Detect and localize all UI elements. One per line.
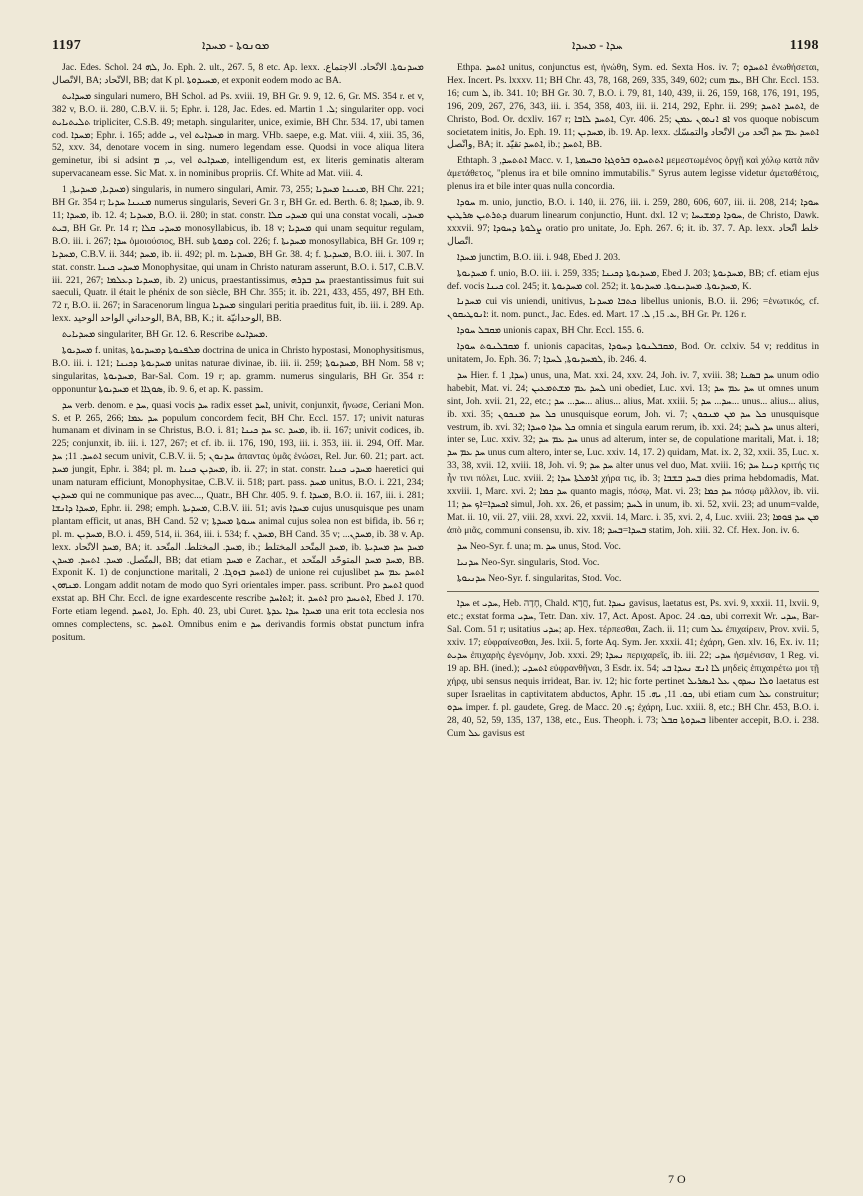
dictionary-entry: ܡܩܒܠ ܚܘܕܐ unionis capax, BH Chr. Eccl. 155. 6. — [457, 325, 644, 337]
dictionary-entry: ܚܘܕܐ m. unio, junctio, B.O. i. 140, ii. 276, iii. i. 259, 280, 606, 607, iii. ii. 208, 214; ܚܘܕܐ ܕܬܪܬܝܢ ܣܪܛܝܢ duarum linearum conjunctio, Hunt. dxl. 12 v; ܚܘܕܐ ܕܡܫܝܚܐ, de Christo, Dawk. xxxvii. 97; ܨܠܘܬܐ ܕܚܘܕܐ oratio pro unitate, Jo. Eph. 267. 6; it. ib. 37. 7. Ap. lexx. خلط اتّحاد اتّصال. — [447, 197, 820, 247]
dictionary-entry: ܡܚܕܝܘܬܐ f. unio, B.O. iii. i. 259, 335; ܡܚܕܝܘܬܐ ܕܟܝܢܐ, Ebed J. 203; ܡܚܕܝܘܬܐ, BB; cf. etiam ejus def. vocis ܟܝܢܐ col. 245; it. ܡܚܕܝܘܬܐ col. 252; it. ܡܚܕܝܘܬܐ. ܡܚܕܝܢܘܬܐ. ܡܚܕܝܘܬܐ, K. — [447, 267, 819, 292]
dictionary-entry: ܡܚܕܝܐ, ܡܚܕܝܬܐ, 1) singularis, in numero singulari, Amir. 73, 255; ܡܢܝܢܐ ܡܚܕܝܐ, BH Chr. 221; BH Gr. 354 r; ܡܢܝܢܐ ܚܕܝܐ numerus singularis, Severi Gr. 3 r, BH Gr. ed. Berth. 6. 8; ܡܚܕܐ, ib. 9. 11; ܡܚܕܐ, ib. 12. 4; ܡܚܕܝܐ, B.O. ii. 280; in stat. constr. ܡܚܕܝ ܩܠܐ qui una constat vocali, ܡܚܕܝ ܒܝܬ, BH Gr. Pr. 14 r; ܡܚܕܝ ܩܠܐ monosyllabicus, ib. 18 v; ܡܚܕܝܐ qui unam sequitur regulam, B.O. iii. i. 267; ܚܕܐ ὁμοιούσιος, BH. sub ܕܡܘܬܐ col. 226; f. ܡܚܕܝܬܐ monosyllabica, BH Gr. 109 r; ܡܚܕܝܐ, C.B.V. ii. 344; ܡܚܕ, ib. ii. 492; pl. m. ܡܚܕܝܐ, BH Gr. 38. 4; f. ܡܚܕܝܬܐ, B.O. iii. i. 307. In stat. constr. ܡܚܕܝ ܟܝܢܐ Monophysitae, qui unam in Christo naturam asserunt, B.O. i. 517, C.B.V. iii. 221, 267; ܡܚܕܝܐ ܕܥܠܡܐ, ib. 2) unicus, praestantissimus, ܚܕ ܒܕܪܗ praestantissimus fuit sui saeculi, Quatr. il était le phénix de son siècle, BH Chr. 355; it. ib. 221, 433, 455, 497, BH Eth. 72 r, B.O. ii. 267; in Saracenorum lingua ܡܚܕܝܐ singulari peritia praeditus fuit, ib. iii. i. 289. Ap. lexx. الوحداني الواحد الوحيد, BA, BB, K.; it. الوحدانيّة, BB. — [52, 184, 425, 325]
section-divider — [447, 591, 819, 592]
dictionary-entry: ܚܕܢܝܐ Neo-Syr. singularis, Stod. Voc. — [457, 556, 600, 568]
right-page-number: 1198 — [789, 38, 819, 53]
signature-mark: 7 O — [668, 1172, 686, 1186]
dictionary-entry: ܚܕܐ et ܚܕܝ, Heb. חָדָה, Chald. חֲדָא, fut. ܢܚܕܐ gavisus, laetatus est, Ps. xvi. 9, xxxii. 11, lxvii. 9, etc.; exstat forma ܚܕܝ, Tetr. Dan. xiv. 17, Act. Apost. Apoc. ܟܘ. 24, ubi correxit Wr. ܚܕܝ, Bar-Sal. Com. 51 r; usitatius ܚܕܝ; ap. Hex. τέρπεσθαι, Zach. ii. 11; cum ܥܠ ἐπιχαίρειν, Prov. xvii. 5, xxiv. 17; εὐφραίνεσθαι, Jes. lxii. 5, forte Aq. Sym. Jer. xxxii. 41; ἐχάρη, Gen. xlv. 16, Ex. iv. 11; ܚܕܝܬ ἐπιχαρὴς ἐγενόμην, Job. xxxi. 29; ܢܚܕܐ περιχαρεῖς, ib. iii. 22; ܚܕܝ ἡσμένισαν, 1 Reg. vi. 19 ap. BH. (ined.); ܐܬܚܕܝ εὐφρανθῆναι, 3 Esdr. ix. 54; ܠܐ ܐܢܫ ܢܚܕܐ ܒܝ μηδεὶς ἐπιχαιρέτω μοι τῇ χήρᾳ, ubi sensus nequis irrideat, Bar. iv. 12; hic forte pertinet ܘܠܐ ܢܚܕܘܢ ܥܠ ܐܝܣܪܝܠ laetatus est super Israelitas in captivitatem abductos, Aphr. ܟܘ. 11, ܝܗ. 15, ubi etiam cum ܥܠ construitur; ܚܕܘ imper. f. pl. gaudete, Greg. de Macc. ܟ. 20; ἐχάρη, Luc. xxiii. 8, etc.; BH Chr. 453, B.O. i. 28, 40, 52, 59, 135, 137, 138, etc., Eus. Theoph. i. 73; ܒܚܕܘܬܐ ܩܒܠ libenter accepit, B.O. i. 238. Cum ܥܠ gavisus est — [447, 598, 820, 739]
dictionary-entry: ܡܚܕܐ junctim, B.O. iii. i. 948, Ebed J. 203. — [457, 251, 621, 263]
dictionary-entry: ܚܕ verb. denom. e ܚܕ, quasi vocis ܚܕ radix esset ܐܚܕ, univit, conjunxit, ἥνωσε, Ceriani Mon. S. et P. 265, 266; ܚܕ ܥܡܐ populum concordem fecit, BH Chr. Eccl. 157. 17; univit naturas humanam et divinam in se Christus, B.O. i. 81; ܚܕ ܟܝܢܐ sc. ܡܚܕ, ib. ii. 167; univit codices, ib. 225; conjunxit, ib. iii. i. 127, 267; et cf. ib. ii. 176, 190, 193, iii. i. 353, iii. ii. 294, Off. Mar. ܐܬܚܕ. 11; ܚܕ secum univit, C.B.V. ii. 5; ܚܕܢܘܢ ἀπαντας ὑμᾶς ἑνώσει, Rel. Jur. 60. 21; part. act. ܡܚܕ jungit, Ephr. i. 384; pl. m. ܡܚܕܝܢ ܟܝܢܐ, ib. ii. 27; in stat. constr. ܡܚܕܝ ܟܝܢܐ haeretici qui unam naturam efficiunt, Monophysitae, C.B.V. ii. 518; part. pass. ܡܚܕ unitus, B.O. i. 221, 234; ܡܚܕܝܢ qui ne communique pas avec..., Quatr., BH Chr. 405. 9. f. ܡܚܕܐ, B.O. ii. 167, iii. i. 281; ܡܚܕܐ ܕܐܢܫܐ, Ephr. ii. 298; emph. ܡܚܕܝܬܐ, C.B.V. iii. 51; avis ܡܚܕܐ cujus unusquisque pes unam plantam efficit, ut anas, BH Cand. 52 v; ܚܝܘܬܐ ܡܚܕܬܐ animal cujus solea non est bifida, ib. 56 r; pl. m. ܡܚܕܝܢ, B.O. i. 459, 514, ii. 364, iii. i. 534; f. ܡܚܕܢ, BH Cand. 35 v; ...ܡܚܕܢ, ib. 38 v. Ap. lexx. ܡܚܕ الاتّحاد, BA; it. ܡܚܕ. المختلط. المتّحد, ib.; ܡܚܕ المتّحد المختلط, ib. ܡܚܕ ܚܕ ܡܚܕܝܬܐ المتّصل. ܡܚܕ. ܐܬܚܕ. ܡܚܕܢ, BB; dat etiam ܡܚܕ e Zachar., et ܡܚܕ ܡܚܕ المتوحّد المتّحد, BB. Exponit K. 1) de conjunctione maritali, ܐܬܚܕ ܒܙܘܓܐ. 2) de unione rei cujuslibet ܐܬܚܕ ܥܡ ܚܕ ܡܢܗܘܢ. Longam addit notam de modo quo Syri orientales imper. pass. scribunt. Pro ܐܬܚܕ quod exstat ap. BH Chr. Eccl. de igne exardescente rescribe ܐܬܐܚܕ; it. ܐܬܚܕ pro ܐܬܝܚܕ, Ebed J. 170. Forte etiam legend. ܐܬܚܕ, Jo. Eph. 40. 23, ubi Curet. ܡܚܕܐ ܚܕܐ ܥܕܬܐ una erit tota ecclesia nos omnes complectens, sc. ܐܬܚܕ. Omnibus enim e ܚܕ derivandis formis obstat punctum infra positum. — [52, 399, 425, 643]
left-column — [52, 62, 424, 743]
dictionary-entry: ܡܚܕܝܘܬܐ f. unitas, ܡܠܦܢܘܬܐ ܕܡܚܕܝܘܬܐ doctrina de unica in Christo hypostasi, Monophysitismus, B.O. iii. i. 121; ܡܚܕܝܘܬܐ ܕܟܝܢܐ unitas naturae divinae, ib. iii. ii. 259; ܡܚܕܝܘܬܐ, BH Nom. 58 v; singularitas, ܡܚܕܝܘܬܐ, Bar-Sal. Com. 19 r; ap. gramm. numerus singularis, BH Gr. 354 r: opponuntur ܡܚܕܝܘܬܐ et ܣܘܓܐܐ, ib. 9. 6, et ap. K. passim. — [52, 345, 425, 395]
dictionary-entry: ܡܚܕܢܐ cui vis uniendi, unitivus, ܟܬܒܐ ܡܚܕܢܐ libellus unionis, B.O. ii. 296; =ἑνωτικός, cf. ܐܢܘܛܝܩܘܢ: it. nom. punct., Jac. Edes. ed. Mart. ܥ. 15, ܠ. 17, BH Gr. Pr. 126 r. — [447, 296, 819, 321]
dictionary-entry: ܚܕ Neo-Syr. f. una; m. ܚܕ unus, Stod. Voc. — [457, 540, 621, 552]
dictionary-entry: ܡܚܕܐܝܬ singulari numero, BH Schol. ad Ps. xviii. 19, BH Gr. 9. 9, 12. 6, Gr. MS. 354 r. et v, 382 v, B.O. ii. 280, C.B.V. ii. 5; Ephr. i. 128, Jac. Edes. ed. Martin ܠ. 1; singulariter opp. voci ܬܠܝܬܝܐܝܬ tripliciter, C.S.B. 49; metaph. singulariter, unice, eximie, BH Chr. 534. 17, ubi tamen cod. ܡܚܕܐ; Ephr. i. 165; adde ܝ, vel ܡܚܕܐܝܬ in marg. VHb. saepe, e.g. Mat. viii. 4, xiii. 35, 36, 52, xxv. 34, denotare vocem in sing. numero legendam esse. Quodsi in voce aliqua litera geminetur, ibi si adsint ܝ, ܡ, vel ܡܚܕܐܝܬ, intelligendum est, ex literis geminatis alteram supervacaneam esse. Sic Mat. x. in nominibus propriis. Cf. White ad Mat. viii. 4. — [52, 90, 424, 180]
dictionary-entry: ܡܩܒܠܢܘܬ ܚܘܕܐ f. unionis capacitas, ܡܩܒܠܢܘܬܐ ܕܚܘܕܐ, Bod. Or. cclxiv. 54 v; redditus in unitatem, Jo. Eph. 36. 7; ܠܡܚܕܝܘܬܐ, ܠܚܕܐ, ib. 246. 4. — [447, 341, 819, 366]
right-column — [447, 62, 819, 743]
left-page-number: 1197 — [52, 38, 82, 53]
page-header — [52, 28, 819, 56]
dictionary-entry: ܡܚܕܝܐܝܬ singulariter, BH Gr. 12. 6. Rescribe ܡܚܕܐܝܬ. — [62, 329, 268, 341]
two-column-body — [52, 62, 819, 743]
dictionary-entry: Jac. Edes. Schol. ܠܗ 24, Jo. Eph. 2. ult., 267. 5, 8 etc. Ap. lexx. ܡܚܕܢܘܬܐ. الاتّحاد. الاجتماع. الاتّصال, BA; الاتّحاد, BB; dat K pl. ܡܚܝܕܘܬܐ, et exponit eodem modo ac BA. — [52, 62, 424, 86]
dictionary-entry: Ethtaph. ܐܬܬܚܕ, 3 Macc. v. 1, ܐܬܬܚܕܘ ܒܪܘܓܙܐ ܘܒܚܡܬܐ μεμεστωμένος ὀργῇ καὶ χόλῳ κατὰ πᾶν ἀμετάθετος, "plenus ira et bile omnino immutabilis." Syrus autem legisse videtur ἀμεταθέτοις, plenus ira et bile inter quas nulla concordia. — [447, 155, 819, 193]
dictionary-entry: ܚܕ Hier. f. ܚܕܐ, 1) unus, una, Mat. xxi. 24, xxv. 24, Joh. iv. 7, xviii. 38; ܚܕ ܒܣܢܐ unum odio habebit, Mat. vi. 24; ܠܚܕ ܥܡ ܡܫܬܡܥܝܢ uni obediet, Luc. xvi. 13; ܚܕ ܥܡ ܚܕ ut omnes unum sint, Joh. xvii. 21, 22, etc.; ܚܕ... ܚܕ... alius... alius, Mat. xxiii. 5; ܚܕ... ܚܕ... unus... alius... alius, ib. xxi. 35; ܟܠ ܚܕ ܡܢܟܘܢ unusquisque eorum, Joh. vi. 7; ܟܠ ܚܕ ܡܢ ܡܢܟܘܢ unusquisque vestrum, ib. xvi. 32; ܟܠ ܚܕܐ ܘܚܕܐ omnia et singula earum rerum, ib. xxi. 24; ܚܕ ܠܚܕ unus alteri, inter se, Luc. xxiv. 32; ܚܕ ܥܡ ܚܕ unus ad alterum, inter se, de copulatione maritali, Mat. i. 18; ܚܕ ܥܡ ܚܕ unus cum altero, inter se, Luc. xxiv. 14, 17. 2) quidam, Mat. ix. 2, 32, xxii. 35, Luc. x. 33, 38, xvii. 12, xviii. 18, Joh. vi. 9; ܚܕ ܚܕ alter unus vel duo, Mat. xviii. 16; ܕܝܢܐ ܚܕ κριτής τις ἦν τινι πόλει, Luc. xviii. 2; ܐܪܡܠܬܐ ܚܕܐ χήρα τις, ib. 3; ܒܚܕ ܒܫܒܐ dies prima hebdomadis, Mat. xxviii. 1, Marc. xvi. 2; ܚܕ ܟܡܐ quanto magis, πόσῳ, Mat. vi. 23; ܚܕ ܟܡܐ πόσῳ μᾶλλον, ib. vii. 11; ܐܟܚܕܐ=ܐܟ ܚܕ simul, Joh. xx. 26, et passim; ܠܚܕ in unum, ib. xi. 52, xvii. 23; ad unum=valde, Mat. ii. 10, vii. 27, viii. 28, xxvi. 22, xxvii. 14, Marc. i. 35, xvi. 2, 4, Luc. xviii. 23; ܡܢ ܚܕ ܦܘܡܐ ἀπὸ μιᾶς, communi consensu, ib. xiv. 18; ܒܚܕܐ=ܒܚܕ statim, Joh. xiii. 32. Cf. Hex. Jon. iv. 6. — [447, 369, 820, 536]
left-running-head: ܡܘܢܘܬܐ - ܡܚܕܐ — [202, 38, 270, 52]
dictionary-entry: Ethpa. ܐܬܚܕ unitus, conjunctus est, ἡνώθη, Sym. ed. Sexta Hos. iv. 7; ܐܬܚܕܘ ἐνωθήσεται, Hex. Incert. Ps. lxxxv. 11; BH Chr. 43, 78, 168, 269, 335, 349, 602; cum ܥܡ, BH Chr. Eccl. 153. 16; cum ܠ, ib. 341. 10; BH Gr. 30. 7, B.O. i. 79, 81, 140, 439, ii. 26, 159, 168, 176, 191, 195, 196, 209, 267, 276, 343, iii. i. 354, 358, 403, iii. ii. 214, 292, Ephr. ii. 299; ܐܬܚܕ ܐܬܚܕ, de Christo, Bod. Or. dcxliv. 167 r; ܐܬܚܕ ܠܐܒܐ, Cyr. 406. 25; ܐܦ ܐܢܬܘܢ ܥܡܢ vos quoque nobiscum societatem initis, Jo. Eph. 19. 11; ܡܚܕܝܢ, ib. 19. Ap. lexx. ܐܬܚܕ ܥܡ ܚܕ اتّحد من الاتّحاد والتمسّك واتّصل, BA; it. ܐܬܚܕ تقيّد, ib.; ܐܬܚܕ, BB. — [447, 62, 819, 151]
right-running-head: ܚܕܐ - ܡܚܕܐ — [572, 38, 623, 52]
dictionary-entry: ܚܕܢܝܘܬܐ Neo-Syr. f. singularitas, Stod. Voc. — [457, 572, 622, 584]
